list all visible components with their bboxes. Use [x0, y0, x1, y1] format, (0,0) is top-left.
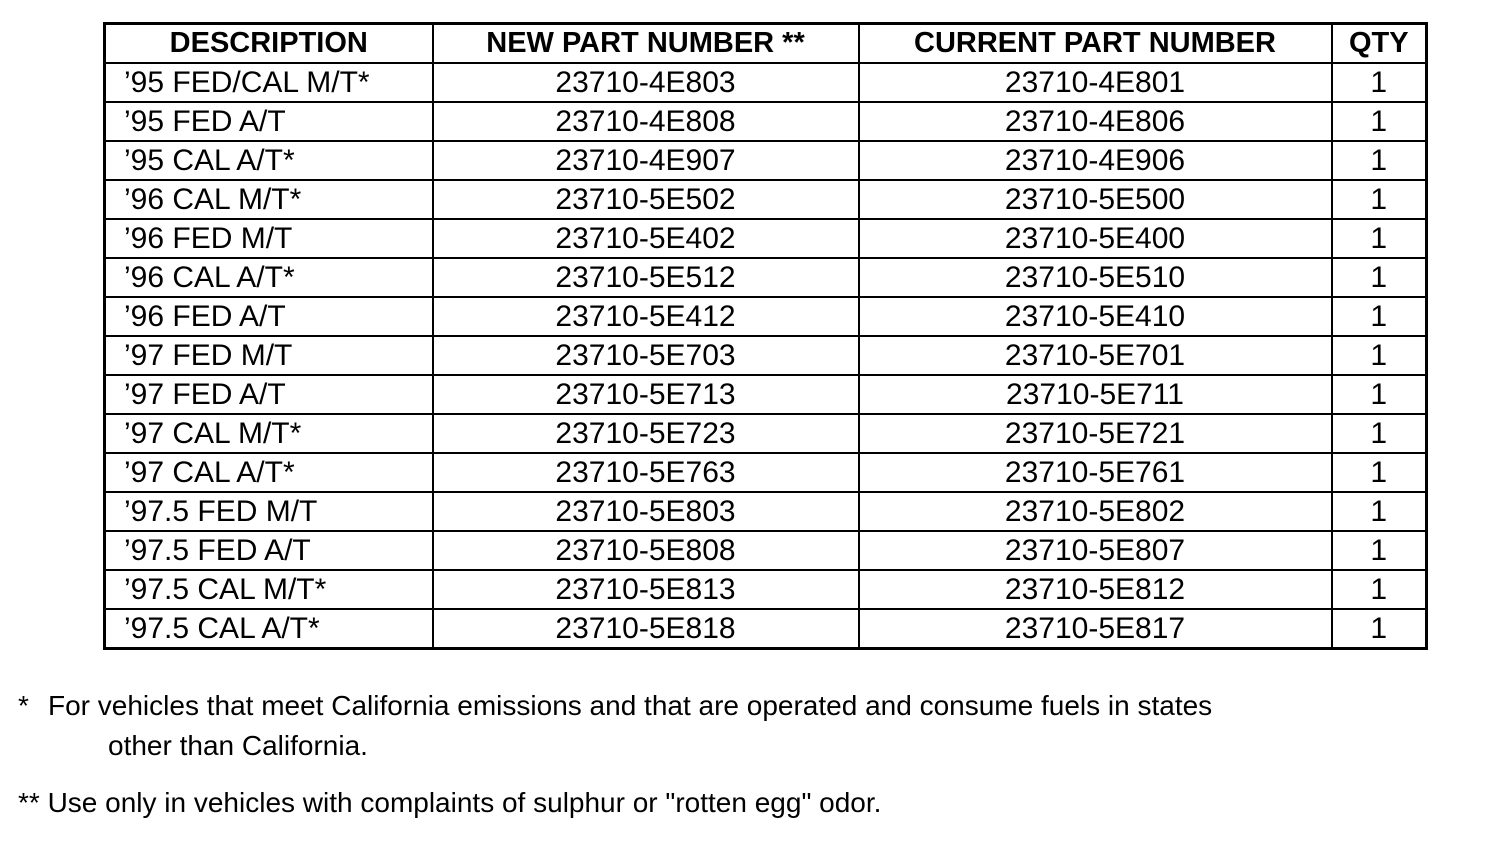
table-row [105, 609, 1427, 649]
cell-qty: 1 [1332, 414, 1427, 453]
header-new-part-number: NEW PART NUMBER ** [433, 24, 859, 64]
cell-current-part-number: 23710-5E711 [859, 375, 1332, 414]
cell-description: ’96 CAL A/T* [105, 258, 433, 297]
footnote-line-1: For vehicles that meet California emissions and that are operated and consume fuels in states [48, 690, 1213, 721]
table-row [105, 102, 1427, 141]
header-current-part-number: CURRENT PART NUMBER [859, 24, 1332, 64]
cell-new-part-number: 23710-4E907 [433, 141, 859, 180]
cell-new-part-number: 23710-5E402 [433, 219, 859, 258]
cell-current-part-number: 23710-5E761 [859, 453, 1332, 492]
cell-current-part-number: 23710-5E500 [859, 180, 1332, 219]
cell-description: ’97 FED M/T [105, 336, 433, 375]
header-row [105, 24, 1427, 64]
cell-current-part-number: 23710-5E812 [859, 570, 1332, 609]
table-row [105, 453, 1427, 492]
footnote-line-2: other than California. [108, 730, 368, 761]
cell-current-part-number: 23710-4E906 [859, 141, 1332, 180]
table-row [105, 531, 1427, 570]
table-row [105, 180, 1427, 219]
cell-new-part-number: 23710-5E808 [433, 531, 859, 570]
cell-qty: 1 [1332, 336, 1427, 375]
cell-description: ’97.5 FED M/T [105, 492, 433, 531]
footnote-double-asterisk: ** Use only in vehicles with complaints of sulphur or "rotten egg" odor. [18, 787, 882, 818]
cell-description: ’97.5 CAL M/T* [105, 570, 433, 609]
cell-qty: 1 [1332, 375, 1427, 414]
cell-new-part-number: 23710-5E412 [433, 297, 859, 336]
cell-qty: 1 [1332, 63, 1427, 102]
cell-new-part-number: 23710-5E803 [433, 492, 859, 531]
cell-qty: 1 [1332, 297, 1427, 336]
cell-current-part-number: 23710-4E801 [859, 63, 1332, 102]
cell-description: ’97 CAL M/T* [105, 414, 433, 453]
cell-current-part-number: 23710-5E807 [859, 531, 1332, 570]
cell-description: ’96 FED A/T [105, 297, 433, 336]
cell-current-part-number: 23710-5E510 [859, 258, 1332, 297]
table-row [105, 492, 1427, 531]
cell-qty: 1 [1332, 180, 1427, 219]
cell-new-part-number: 23710-5E502 [433, 180, 859, 219]
cell-qty: 1 [1332, 141, 1427, 180]
cell-new-part-number: 23710-5E703 [433, 336, 859, 375]
cell-description: ’97 FED A/T [105, 375, 433, 414]
cell-new-part-number: 23710-5E512 [433, 258, 859, 297]
header-description: DESCRIPTION [105, 24, 433, 64]
cell-description: ’95 FED A/T [105, 102, 433, 141]
cell-new-part-number: 23710-5E813 [433, 570, 859, 609]
cell-current-part-number: 23710-5E701 [859, 336, 1332, 375]
cell-qty: 1 [1332, 609, 1427, 649]
footnote-single-asterisk [18, 686, 1212, 766]
cell-qty: 1 [1332, 570, 1427, 609]
table-row [105, 297, 1427, 336]
table-row [105, 141, 1427, 180]
table-row [105, 336, 1427, 375]
cell-new-part-number: 23710-4E803 [433, 63, 859, 102]
header-qty: QTY [1332, 24, 1427, 64]
cell-current-part-number: 23710-5E400 [859, 219, 1332, 258]
cell-description: ’95 CAL A/T* [105, 141, 433, 180]
cell-current-part-number: 23710-5E410 [859, 297, 1332, 336]
cell-description: ’97.5 CAL A/T* [105, 609, 433, 649]
table-row [105, 63, 1427, 102]
parts-table [103, 22, 1428, 650]
cell-qty: 1 [1332, 531, 1427, 570]
table-row [105, 375, 1427, 414]
cell-description: ’96 FED M/T [105, 219, 433, 258]
cell-current-part-number: 23710-5E721 [859, 414, 1332, 453]
cell-qty: 1 [1332, 492, 1427, 531]
cell-new-part-number: 23710-4E808 [433, 102, 859, 141]
table-row [105, 219, 1427, 258]
cell-description: ’95 FED/CAL M/T* [105, 63, 433, 102]
cell-qty: 1 [1332, 219, 1427, 258]
cell-new-part-number: 23710-5E763 [433, 453, 859, 492]
cell-new-part-number: 23710-5E723 [433, 414, 859, 453]
cell-new-part-number: 23710-5E713 [433, 375, 859, 414]
table-row [105, 570, 1427, 609]
table-row [105, 258, 1427, 297]
table-row [105, 414, 1427, 453]
footnote-mark: * [18, 690, 29, 721]
cell-current-part-number: 23710-4E806 [859, 102, 1332, 141]
cell-description: ’96 CAL M/T* [105, 180, 433, 219]
cell-description: ’97.5 FED A/T [105, 531, 433, 570]
cell-qty: 1 [1332, 258, 1427, 297]
cell-current-part-number: 23710-5E802 [859, 492, 1332, 531]
cell-current-part-number: 23710-5E817 [859, 609, 1332, 649]
cell-description: ’97 CAL A/T* [105, 453, 433, 492]
cell-qty: 1 [1332, 102, 1427, 141]
cell-new-part-number: 23710-5E818 [433, 609, 859, 649]
cell-qty: 1 [1332, 453, 1427, 492]
